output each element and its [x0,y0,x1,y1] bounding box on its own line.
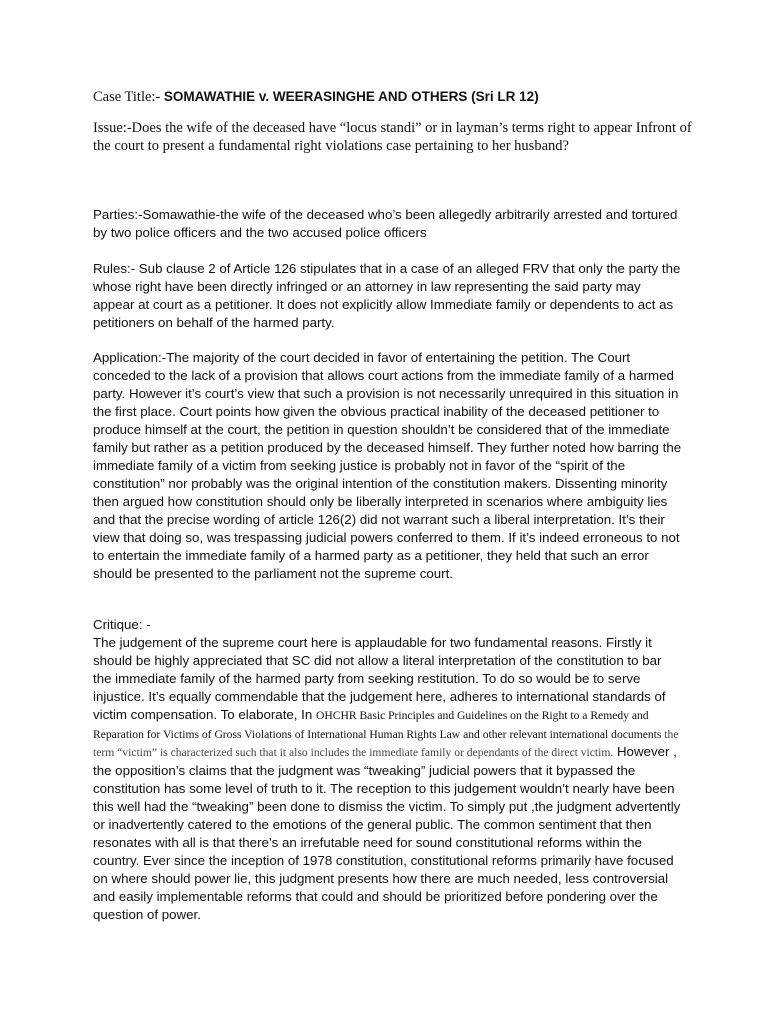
case-title [93,88,713,106]
critique-text-1: The judgement of the supreme court here is applaudable for two fundamental reasons. Firstly it should be highly appreciated that SC did not allow a literal interpretation of the constitution to bar the immediate family of the harmed party from seeking restitution. To do so would be to serve injustice. It’s equally commendable that the judgement here, adheres to international standards of victim compensation. To elaborate, In [93,635,666,722]
issue-paragraph: Issue:-Does the wife of the deceased have “locus standi” or in layman’s terms right to appear Infront of the court to present a fundamental right violations case pertaining to her husband? [93,120,692,154]
critique-heading: Critique: - [93,617,151,632]
critique-paragraph [93,634,683,924]
critique-victim-definition: the term “victim” is characterized such that it also includes the immediate family or dependants of the direct victim. [93,727,679,759]
case-title-name: SOMAWATHIE v. WEERASINGHE AND OTHERS (Sri LR 12) [163,89,539,104]
application-paragraph: Application:-The majority of the court decided in favor of entertaining the petition. The Court conceded to the lack of a provision that allows court actions from the immediate family of a harmed party. However it’s court’s view that such a provision is not necessarily unrequired in this situation in the first place. Court points how given the obvious practical inability of the deceased petitioner to produce himself at the court, the petition in question shouldn’t be considered that of the immediate family but rather as a petition produced by the deceased himself. They further noted how barring the immediate family of a victim from seeking justice is probably not in favor of the “spirit of the constitution” nor probably was the original intention of the constitution makers. Dissenting minority then argued how constitution should only be liberally interpreted in scenarios where ambiguity lies and that the precise wording of article 126(2) did not warrant such a liberal interpretation. It’s their view that doing so, was trespassing judicial powers conferred to them. If it’s indeed erroneous to not to entertain the immediate family of a harmed party as a petitioner, they held that such an error should be presented to the parliament not the supreme court. [93,350,682,581]
parties-paragraph: Parties:-Somawathie-the wife of the deceased who’s been allegedly arbitrarily arrested and tortured by two police officers and the two accused police officers [93,207,678,240]
case-title-prefix: Case Title:- [93,89,164,105]
critique-text-2: However , the opposition’s claims that the judgment was “tweaking” judicial powers that it bypassed the constitution has some level of truth to it. The reception to this judgement wouldn’t nearly have been this well had the “tweaking” been done to dismiss the victim. To simply put ,the judgment advertently or inadvertently catered to the emotions of the general public. The common sentiment that then resonates with all is that there’s an irrefutable need for sound constitutional reforms within the country. Ever since the inception of 1978 constitution, constitutional reforms primarily have focused on where should power lie, this judgment presents how there are much needed, less controversial and easily implementable reforms that could and should be prioritized before pondering over the question of power. [93,744,681,922]
rules-paragraph: Rules:- Sub clause 2 of Article 126 stipulates that in a case of an alleged FRV that only the party the whose right have been directly infringed or an attorney in law representing the said party may appear at court as a petitioner. It does not explicitly allow Immediate family or dependents to act as petitioners on behalf of the harmed party. [93,261,681,330]
critique-ohchr-reference: OHCHR Basic Principles and Guidelines on the Right to a Remedy and Reparation for Victims of Gross Violations of International Human Rights Law and other relevant international documents [93,709,662,741]
